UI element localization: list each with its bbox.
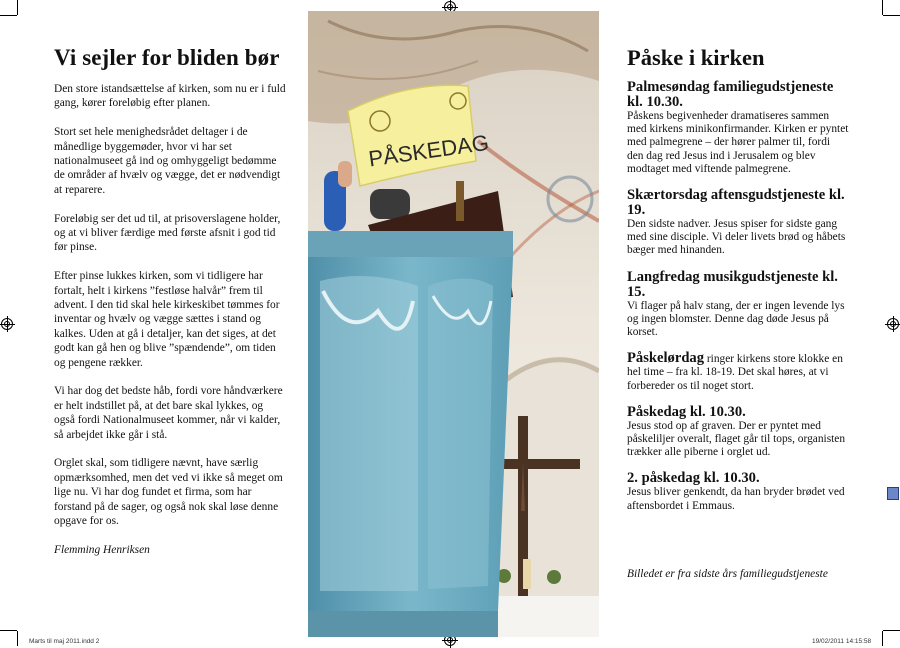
- crop-mark: [17, 0, 18, 15]
- left-article: [54, 46, 286, 572]
- event-heading: 2. påskedag kl. 10.30.: [627, 470, 760, 487]
- event-item: [627, 188, 849, 258]
- article-paragraph: Foreløbig ser det ud til, at prisoverslagene holder, og at vi bliver færdige med første afsnit i god tid før pinse.: [54, 212, 281, 254]
- article-paragraph: Orglet skal, som tidligere nævnt, have særlig opmærksomhed, men det ved vi ikke så meget om lige nu. Vi har dog fundet et firma, som har forstand på de sager, og også nok skal løse denne opgave for os.: [54, 457, 283, 528]
- event-item: [627, 405, 849, 460]
- event-body: Den sidste nadver. Jesus spiser for sidste gang med sine disciple. Vi deler livets brød og håbets bæger med hinanden.: [627, 218, 846, 257]
- article-author: Flemming Henriksen: [54, 543, 150, 556]
- article-title: Vi sejler for bliden bør: [54, 45, 280, 70]
- event-heading: Påskelørdag: [627, 350, 705, 367]
- event-item: [627, 351, 849, 393]
- crop-mark: [883, 15, 900, 16]
- photo-caption: Billedet er fra sidste års familiegudstjeneste: [627, 568, 828, 580]
- right-article: [627, 46, 849, 525]
- registration-mark-icon: [1, 318, 13, 330]
- event-body: Jesus stod op af graven. Der er pyntet med påskeliljer overalt, flaget går til tops, organisten trækker alle piberne i orglet ud.: [627, 419, 846, 459]
- event-item: [627, 471, 849, 512]
- crop-mark: [17, 631, 18, 646]
- sign-text: PÅSKEDAG: [366, 129, 491, 172]
- event-body: Jesus bliver genkendt, da han bryder brødet ved aftensbordet i Emmaus.: [627, 486, 845, 512]
- crop-mark: [882, 631, 883, 646]
- event-heading: Påskedag kl. 10.30.: [627, 403, 746, 420]
- crop-mark: [883, 630, 900, 631]
- note-icon[interactable]: [887, 487, 899, 500]
- event-heading: Skærtorsdag aftensgudstjeneste kl. 19.: [627, 187, 845, 219]
- event-body: Vi flager på halv stang, der er ingen levende lys og ingen blomster. Denne dag døde Jesus på korset.: [627, 299, 845, 339]
- article-paragraph: Efter pinse lukkes kirken, som vi tidligere har fortalt, helt i kirkens ”festløse halvår” frem til advent. I den tid skal hele kirkeskibet tømmes for inventar og hvælv og vægge sættes i stand og kalkes. Uden at gå i detaljer, kan det siges, at det godt kan gå hen og blive ”spændende”, om tiden og pengene rækker.: [54, 270, 280, 369]
- event-heading: Langfredag musikgudstjeneste kl. 15.: [627, 268, 838, 300]
- registration-mark-icon: [887, 318, 899, 330]
- event-item: [627, 80, 849, 176]
- crop-mark: [882, 0, 883, 15]
- event-body: ringer kirkens store klokke en hel time – fra kl. 18-19. Det skal høres, at vi forbereder os til noget stort.: [627, 353, 843, 392]
- article-paragraph: Stort set hele menighedsrådet deltager i de månedlige byggemøder, hvor vi har set nationalmuseet gå ind og omhyggeligt bedømme de områder af hvælv og vægge, det er nødvendigt at reparere.: [54, 126, 281, 196]
- church-pulpit-photo: [308, 11, 599, 637]
- event-item: [627, 270, 849, 340]
- article-title: Påske i kirken: [627, 45, 765, 70]
- event-heading: Palmesøndag familiegudstjeneste kl. 10.30.: [627, 79, 834, 110]
- article-paragraph: Vi har dog det bedste håb, fordi vore håndværkere er helt indstillet på, at det bare skal lykkes, og også fordi Nationalmuseet kommer, når vi kalder, så arbejdet ikke går i stå.: [54, 385, 283, 441]
- slug-file-info: Marts til maj 2011.indd 2: [29, 638, 100, 645]
- slug-timestamp: 19/02/2011 14:15:58: [812, 638, 872, 645]
- crop-mark: [0, 15, 17, 16]
- crop-mark: [0, 630, 17, 631]
- article-paragraph: Den store istandsættelse af kirken, som nu er i fuld gang, kører foreløbig efter planen.: [54, 83, 286, 110]
- event-body: Påskens begivenheder dramatiseres sammen med kirkens minikonfirmander. Kirken er pyntet med palmegrene – der hører palmer til, fordi den dag red Jesus ind i Jerusalem og blev modtaget med viftende palmegrene.: [627, 110, 849, 175]
